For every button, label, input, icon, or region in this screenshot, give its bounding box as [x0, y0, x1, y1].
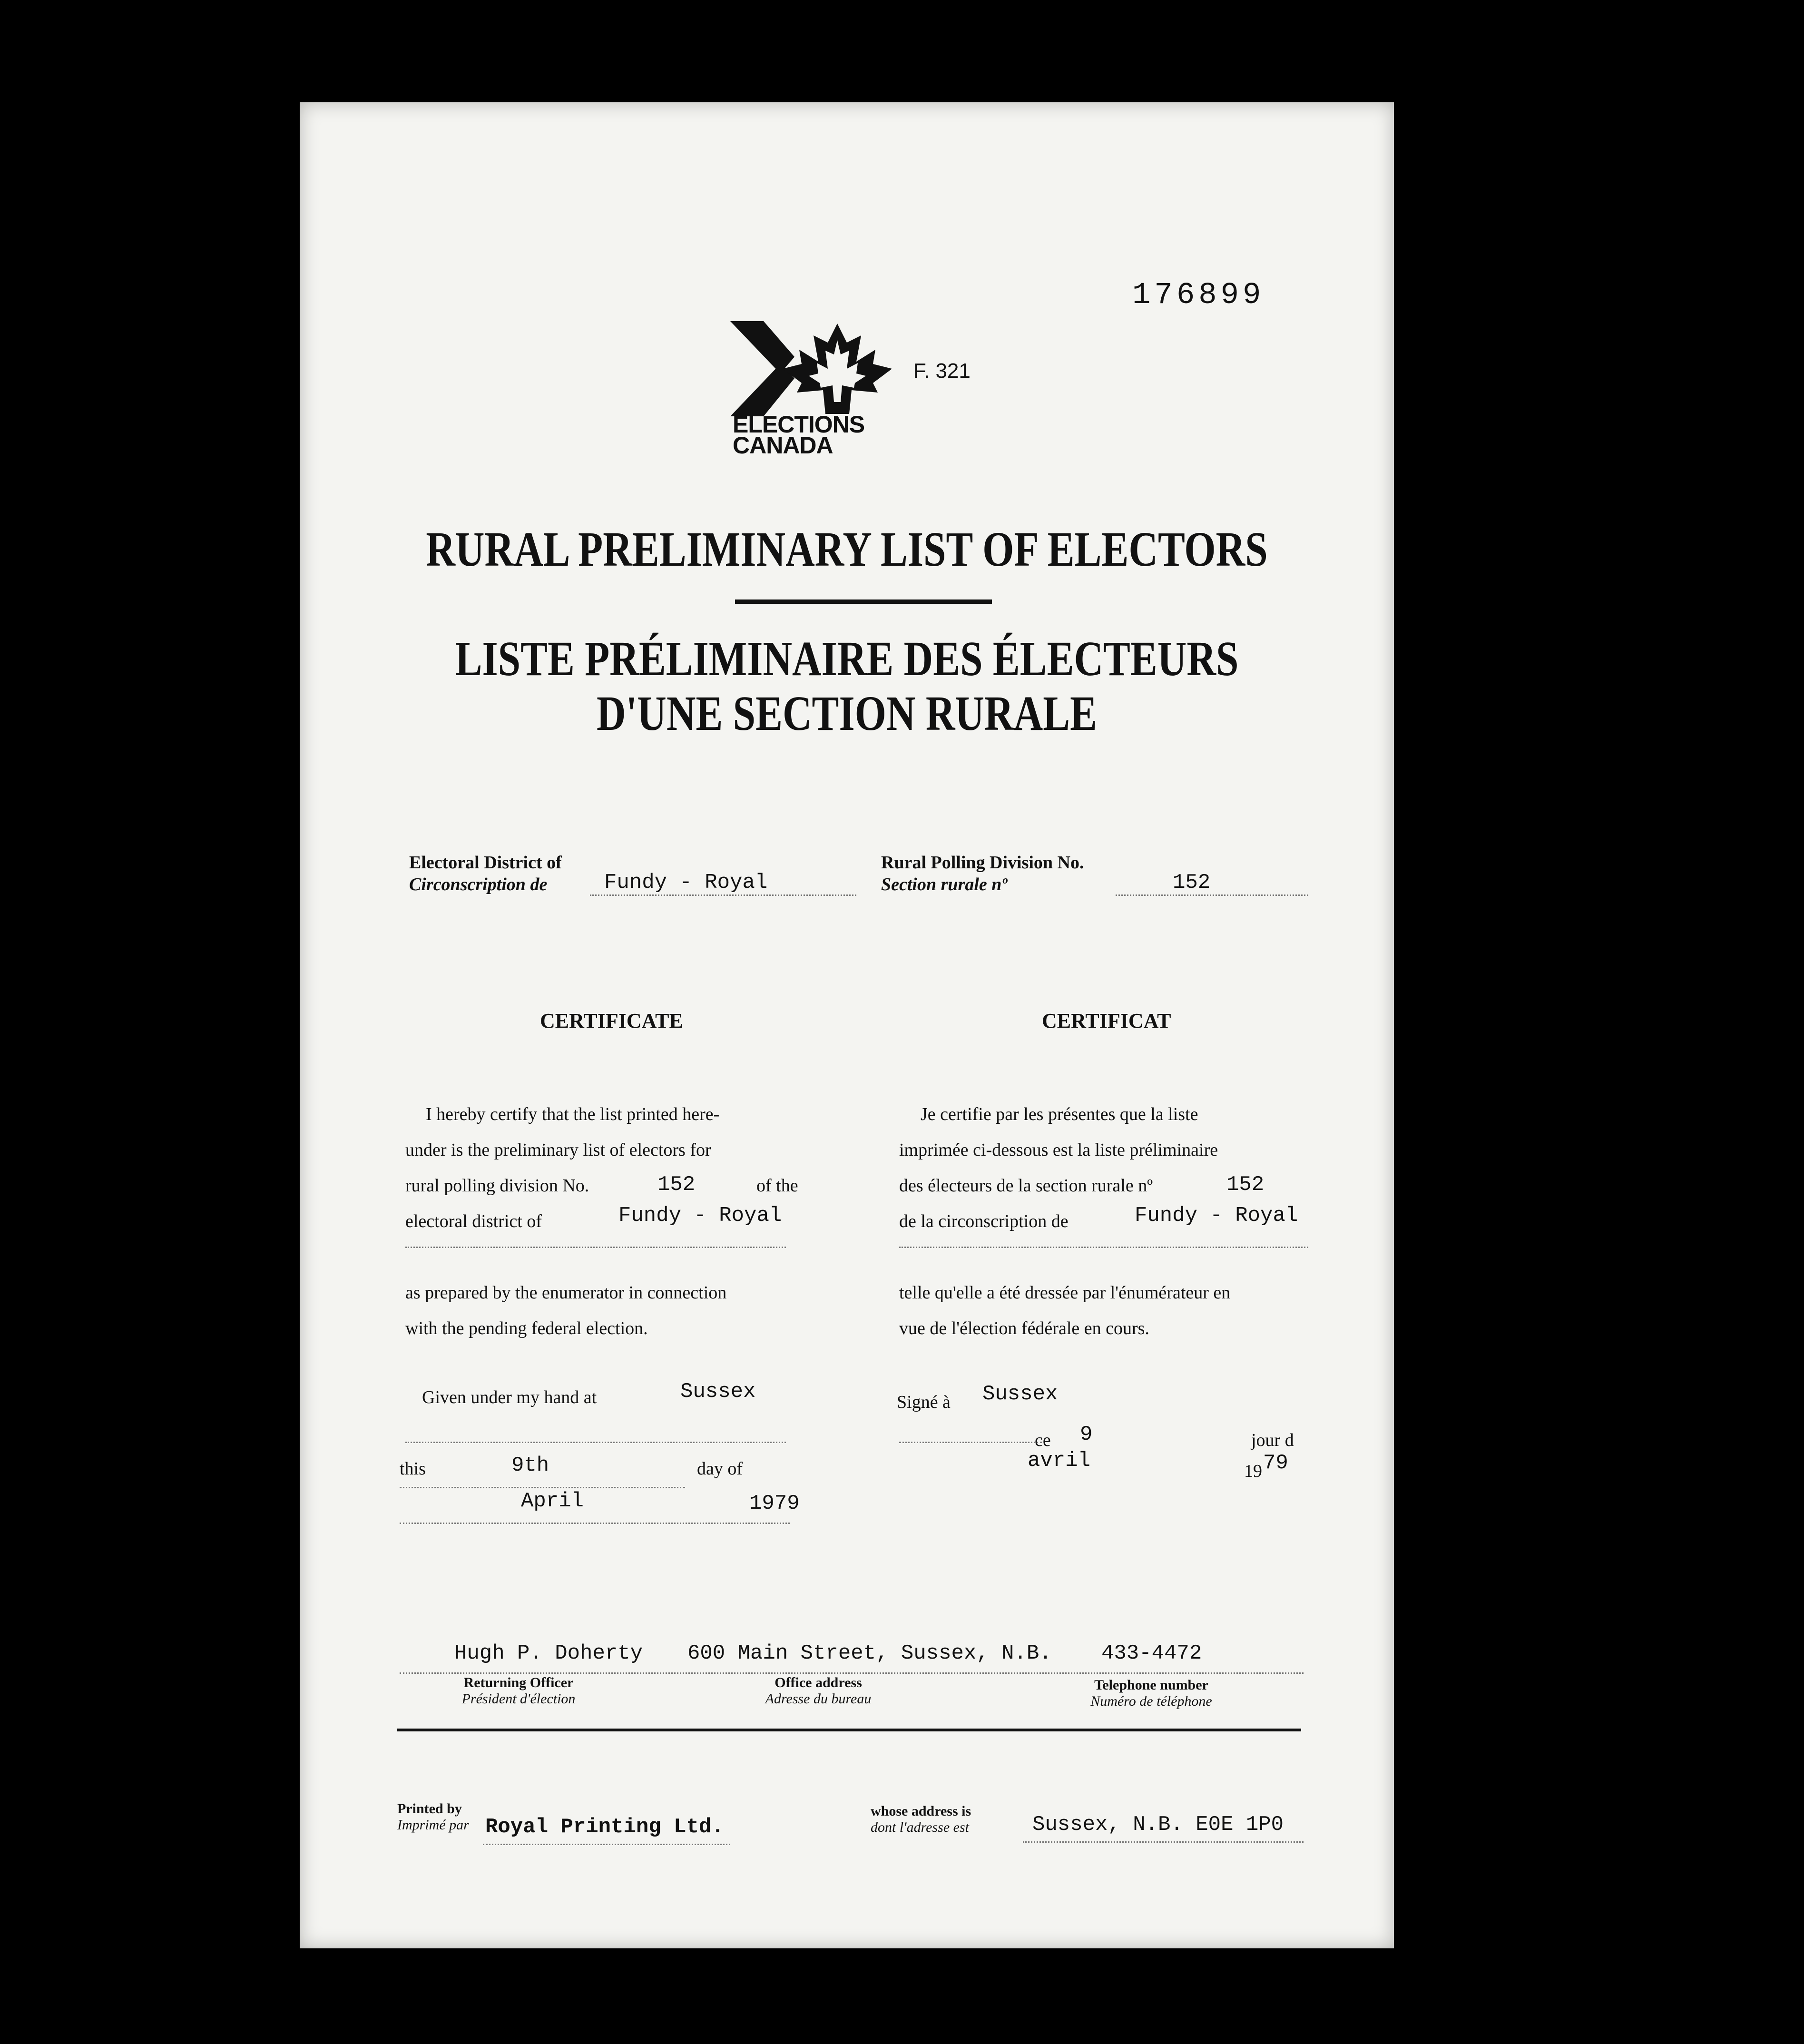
cert-fr-place: Sussex	[982, 1382, 1058, 1406]
cert-fr-line-2: imprimée ci-dessous est la liste préliminaire	[899, 1140, 1218, 1160]
logo-line-1: ELECTIONS	[733, 411, 865, 438]
cert-fr-year-prefix: 19	[1244, 1461, 1262, 1481]
cert-fr-line-5: telle qu'elle a été dressée par l'énumérateur en	[899, 1283, 1231, 1303]
cert-en-year: 1979	[749, 1492, 800, 1515]
section-divider	[397, 1729, 1301, 1731]
cert-en-month-line	[400, 1518, 790, 1524]
cert-fr-jour-label: jour d	[1251, 1430, 1294, 1450]
district-value: Fundy - Royal	[604, 871, 768, 894]
certificate-heading-en: CERTIFICATE	[540, 1009, 683, 1032]
cert-en-line-3-end: of the	[756, 1176, 798, 1196]
cert-fr-signed-label: Signé à	[897, 1392, 951, 1412]
cert-en-given-label: Given under my hand at	[422, 1387, 597, 1407]
polling-division-label: Rural Polling Division No. Section rurale nº	[881, 853, 1084, 894]
polling-division-value: 152	[1173, 871, 1211, 894]
cert-fr-month: avril	[1028, 1449, 1091, 1473]
cert-fr-line-4: de la circonscription de	[899, 1211, 1069, 1231]
certificate-heading-fr: CERTIFICAT	[1042, 1009, 1171, 1032]
title-french-line-2: D'UNE SECTION RURALE	[597, 686, 1097, 741]
officer-phone: 433-4472	[1101, 1641, 1202, 1665]
printer-address-label: whose address is dont l'adresse est	[871, 1803, 971, 1835]
cert-en-district-line	[405, 1242, 786, 1248]
cert-en-line-3: rural polling division No.	[405, 1176, 589, 1196]
officer-address: 600 Main Street, Sussex, N.B.	[687, 1641, 1052, 1665]
maple-leaf-x-icon	[730, 321, 911, 416]
polling-division-field	[1116, 871, 1308, 896]
printer-address-line	[1023, 1837, 1304, 1843]
cert-en-day-of-label: day of	[697, 1459, 743, 1479]
logo-line-2: CANADA	[733, 432, 833, 459]
cert-fr-date-line	[899, 1437, 1042, 1443]
cert-en-line-5: as prepared by the enumerator in connection	[405, 1283, 727, 1303]
returning-officer-label: Returning Officer Président d'élection	[461, 1675, 576, 1707]
office-address-label: Office address Adresse du bureau	[765, 1675, 872, 1707]
printer-address: Sussex, N.B. E0E 1P0	[1032, 1813, 1284, 1837]
cert-fr-line-6: vue de l'élection fédérale en cours.	[899, 1318, 1149, 1338]
cert-en-line-6: with the pending federal election.	[405, 1318, 648, 1338]
cert-en-line-2: under is the preliminary list of electors for	[405, 1140, 711, 1160]
district-label: Electoral District of Circonscription de	[409, 853, 562, 894]
officer-line	[400, 1668, 1304, 1674]
cert-en-this-label: this	[400, 1459, 426, 1479]
cert-fr-line-1: Je certifie par les présentes que la liste	[921, 1104, 1198, 1124]
cert-en-line-1: I hereby certify that the list printed here-	[426, 1104, 720, 1124]
cert-en-day: 9th	[511, 1454, 549, 1477]
printer-name-line	[483, 1839, 730, 1845]
serial-number: 176899	[1132, 278, 1265, 313]
logo-wordmark	[733, 411, 865, 459]
cert-en-place: Sussex	[680, 1380, 756, 1404]
form-number: F. 321	[913, 359, 971, 383]
printer-name: Royal Printing Ltd.	[485, 1815, 724, 1839]
printed-by-label: Printed by Imprimé par	[397, 1801, 469, 1833]
cert-fr-line-3: des électeurs de la section rurale nº	[899, 1176, 1153, 1196]
cert-fr-district-line	[899, 1242, 1308, 1248]
document-page	[300, 102, 1394, 1948]
cert-en-district: Fundy - Royal	[618, 1204, 782, 1228]
title-divider	[735, 599, 992, 604]
cert-en-month: April	[521, 1489, 584, 1513]
cert-fr-day: 9	[1080, 1423, 1093, 1446]
cert-fr-year-suffix: 79	[1263, 1451, 1288, 1475]
district-field	[590, 871, 856, 896]
officer-name: Hugh P. Doherty	[454, 1641, 643, 1665]
cert-en-day-line	[400, 1482, 685, 1488]
cert-fr-district: Fundy - Royal	[1135, 1204, 1298, 1228]
cert-fr-division-no: 152	[1226, 1173, 1265, 1197]
title-english: RURAL PRELIMINARY LIST OF ELECTORS	[426, 522, 1268, 577]
cert-en-line-4: electoral district of	[405, 1211, 542, 1231]
cert-en-division-no: 152	[657, 1173, 696, 1197]
title-french-line-1: LISTE PRÉLIMINAIRE DES ÉLECTEURS	[455, 631, 1239, 686]
telephone-label: Telephone number Numéro de téléphone	[1090, 1677, 1212, 1709]
cert-en-place-line	[405, 1437, 786, 1443]
cert-fr-ce-label: ce	[1035, 1430, 1051, 1450]
